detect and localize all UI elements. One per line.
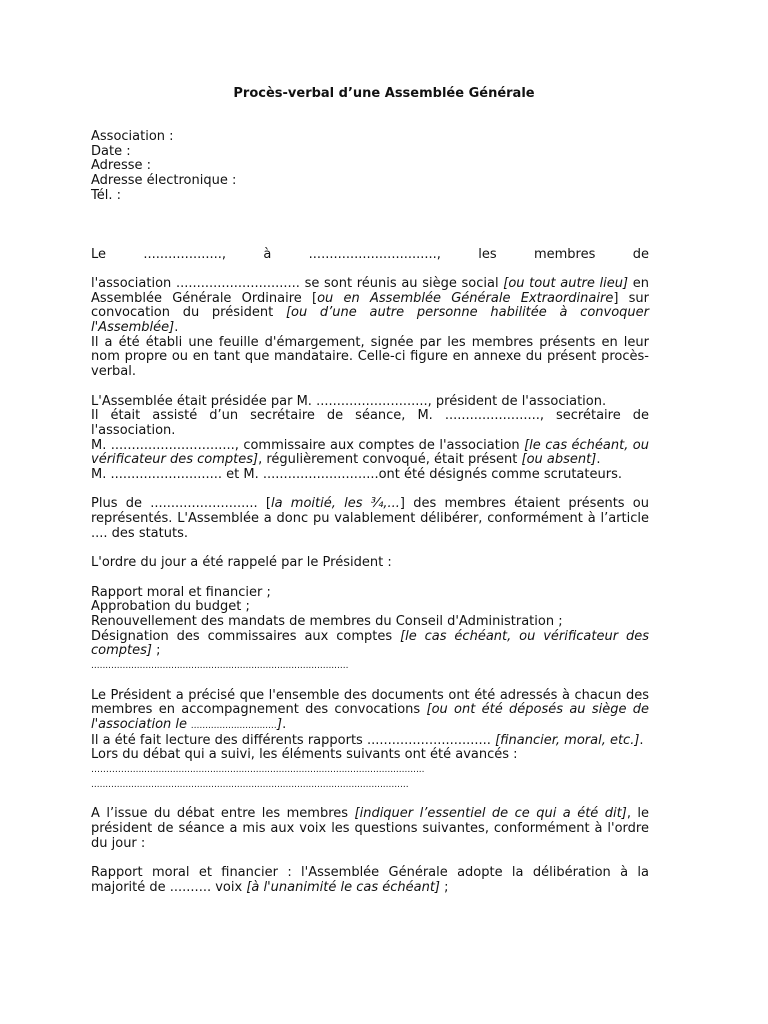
- quorum-paragraph: Plus de .......................... [la moitié, les ¾,...] des membres étaient présents ou représentés. L'Assemblée a donc pu valablement délibérer, conformément à l’article .... des statuts.: [91, 496, 649, 541]
- field-email: Adresse électronique :: [91, 173, 237, 189]
- debate-dots-2: ...............................................................................................................: [91, 779, 409, 790]
- reports-line: Il a été fait lecture des différents rapports .............................. [financier, moral, etc.].: [91, 732, 644, 748]
- secretary-line: Il était assisté d’un secrétaire de séance, M. ......................., secrétaire de l'association.: [91, 408, 649, 438]
- chair-line: L'Assemblée était présidée par M. ..........................., président de l'association.: [91, 393, 607, 409]
- scrutineers-line: M. ........................... et M. ............................ont été désignés comme scrutateurs.: [91, 467, 622, 483]
- agenda-item: Désignation des commissaires aux comptes [le cas échéant, ou vérificateur des comptes] ;: [91, 628, 650, 659]
- debate-dots-1: ….……….......................................................................................................: [91, 765, 425, 776]
- agenda-item: Rapport moral et financier ;: [91, 584, 271, 600]
- meeting-line-1: Le ..................., à ..............................., les membres de: [91, 246, 649, 262]
- documents-paragraph: Le Président a précisé que l'ensemble des documents ont été adressés à chacun des membres en accompagnement des convocations [ou ont été déposés au siège de l'association le ..............................].: [91, 687, 649, 732]
- auditor-line: M. .............................., commissaire aux comptes de l'association [le cas échéant, ou vérificateur des comptes], régulièrement convoqué, était présent [ou absent].: [91, 437, 649, 468]
- field-date: Date :: [91, 143, 131, 159]
- document-title: Procès-verbal d’une Assemblée Générale: [233, 86, 535, 101]
- field-association: Association :: [91, 129, 174, 144]
- field-phone: Tél. :: [91, 187, 121, 203]
- agenda-item: Approbation du budget ;: [91, 599, 250, 615]
- debate-line: Lors du débat qui a suivi, les éléments suivants ont été avancés :: [91, 747, 518, 763]
- agenda-dots: ..........................................................................................: [91, 661, 349, 672]
- meeting-paragraph: l'association .............................. se sont réunis au siège social [ou tout autre lieu] en Assemblée Générale Ordinaire [ou en Assemblée Générale Extraordinaire] sur convocation du président [ou d’une autre personne habilitée à convoquer l'Assemblée].: [91, 275, 650, 336]
- agenda-intro: L'ordre du jour a été rappelé par le Président :: [91, 555, 392, 571]
- attendance-sheet-paragraph: Il a été établi une feuille d'émargement, signée par les membres présents en leur nom propre ou en tant que mandataire. Celle-ci figure en annexe du présent procès-verbal.: [91, 334, 649, 380]
- document-body: [91, 130, 649, 895]
- agenda-item: Renouvellement des mandats de membres du Conseil d'Administration ;: [91, 614, 563, 630]
- field-address: Adresse :: [91, 158, 152, 174]
- vote-intro-paragraph: A l’issue du débat entre les membres [indiquer l’essentiel de ce qui a été dit], le président de séance a mis aux voix les questions suivantes, conformément à l'ordre du jour :: [91, 806, 650, 851]
- resolution-paragraph: Rapport moral et financier : l'Assemblée Générale adopte la délibération à la majorité de .......... voix [à l'unanimité le cas échéant] ;: [91, 864, 649, 895]
